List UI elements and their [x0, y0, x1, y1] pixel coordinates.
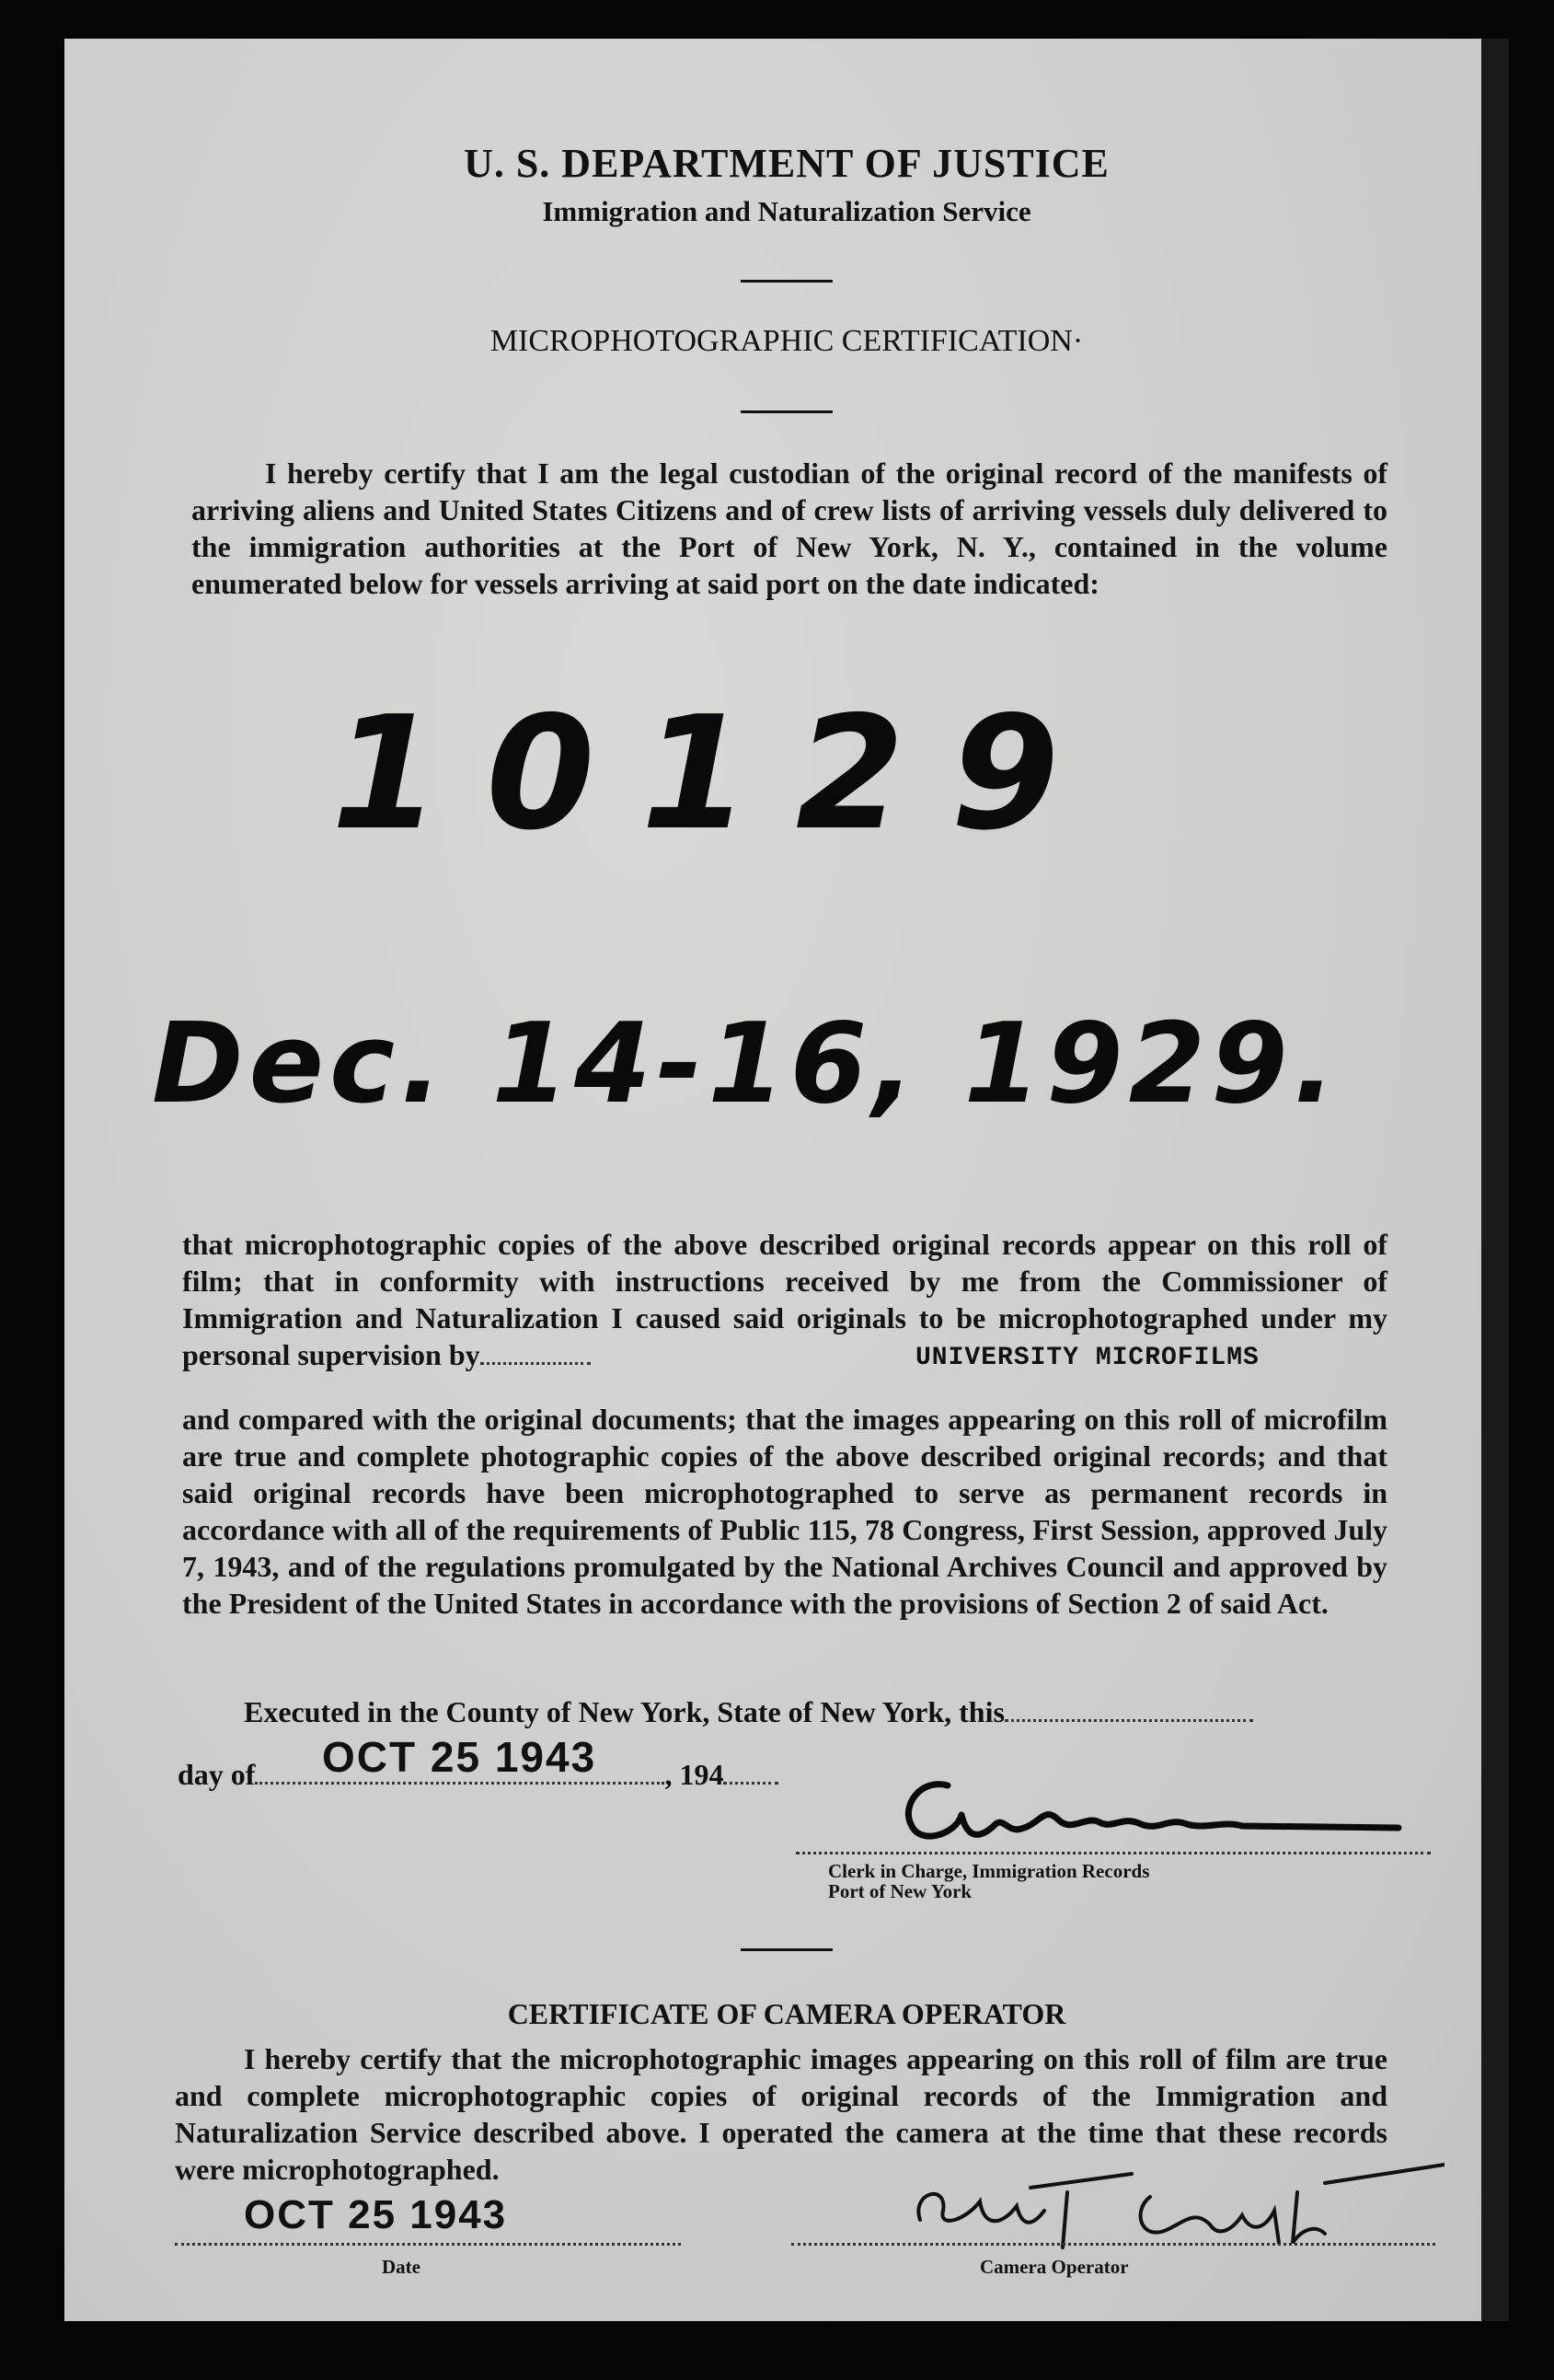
custodian-paragraph: I hereby certify that I am the legal custodian of the original record of the manifests of arriving aliens and United States Citizens and of crew lists of arriving vessels duly delivered to the immigration authorities at the Port of New York, N. Y., contained in the volume enumerated below for vessels arriving at said port on the date indicated:	[191, 456, 1387, 600]
divider	[741, 280, 833, 283]
photographer-stamp: UNIVERSITY MICROFILMS	[915, 1344, 1260, 1372]
department-heading: U. S. DEPARTMENT OF JUSTICE	[464, 141, 1110, 186]
year-field	[723, 1782, 778, 1785]
clerk-title-line1: Clerk in Charge, Immigration Records	[828, 1860, 1150, 1882]
day-of-label: day of	[178, 1758, 256, 1791]
clerk-title	[828, 1861, 1149, 1901]
certificate-sheet	[64, 39, 1509, 2321]
executed-text: Executed in the County of New York, State of New York, this	[244, 1695, 1005, 1728]
certification-title: MICROPHOTOGRAPHIC CERTIFICATION·	[489, 324, 1084, 358]
operator-date-stamp: OCT 25 1943	[244, 2192, 508, 2237]
microfilm-paragraph-text: that microphotographic copies of the above described original records appear on this roll of film; that in conformity with instructions received by me from the Commissioner of Immigration and Naturalization I caused said originals to be microphotographed under my personal supervision by	[182, 1228, 1387, 1371]
supervisor-field	[480, 1362, 591, 1365]
clerk-signature	[846, 1769, 1435, 1870]
executed-day-field	[1005, 1719, 1253, 1722]
executed-line	[244, 1695, 1253, 1729]
day-of-field	[255, 1782, 664, 1785]
date-range: Dec. 14-16, 1929.	[152, 1000, 1341, 1128]
operator-label: Camera Operator	[980, 2256, 1129, 2278]
divider	[741, 1948, 833, 1951]
microfilm-paragraph-end: and compared with the original documents; that the images appearing on this roll of microfilm are true and complete photographic copies of the above described original records; and that said original records have been microphotographed to serve as permanent records in accordance with all of the requirements of Public 115, 78 Congress, First Session, approved July 7, 1943, and of the regulations promulgated by the National Archives Council and approved by the President of the United States in accordance with the provisions of Section 2 of said Act.	[182, 1403, 1387, 1620]
operator-signature	[892, 2155, 1445, 2266]
film-edge	[1481, 39, 1509, 2321]
operator-signature-line	[791, 2243, 1435, 2246]
divider	[741, 410, 833, 413]
day-of-stamp: OCT 25 1943	[322, 1733, 597, 1781]
service-heading: Immigration and Naturalization Service	[542, 195, 1031, 227]
clerk-title-line2: Port of New York	[828, 1880, 973, 1902]
date-label: Date	[382, 2256, 420, 2278]
year-prefix: , 194	[664, 1758, 724, 1791]
clerk-signature-line	[796, 1852, 1431, 1854]
volume-number: 10129	[331, 683, 1106, 865]
camera-operator-paragraph: I hereby certify that the microphotographic images appearing on this roll of film are true and complete microphotographic copies of original records of the Immigration and Naturalization Service described above. I operated the camera at the time that these records were microphotographed.	[175, 2042, 1387, 2186]
camera-operator-heading: CERTIFICATE OF CAMERA OPERATOR	[507, 1997, 1066, 2030]
date-line	[175, 2243, 681, 2246]
